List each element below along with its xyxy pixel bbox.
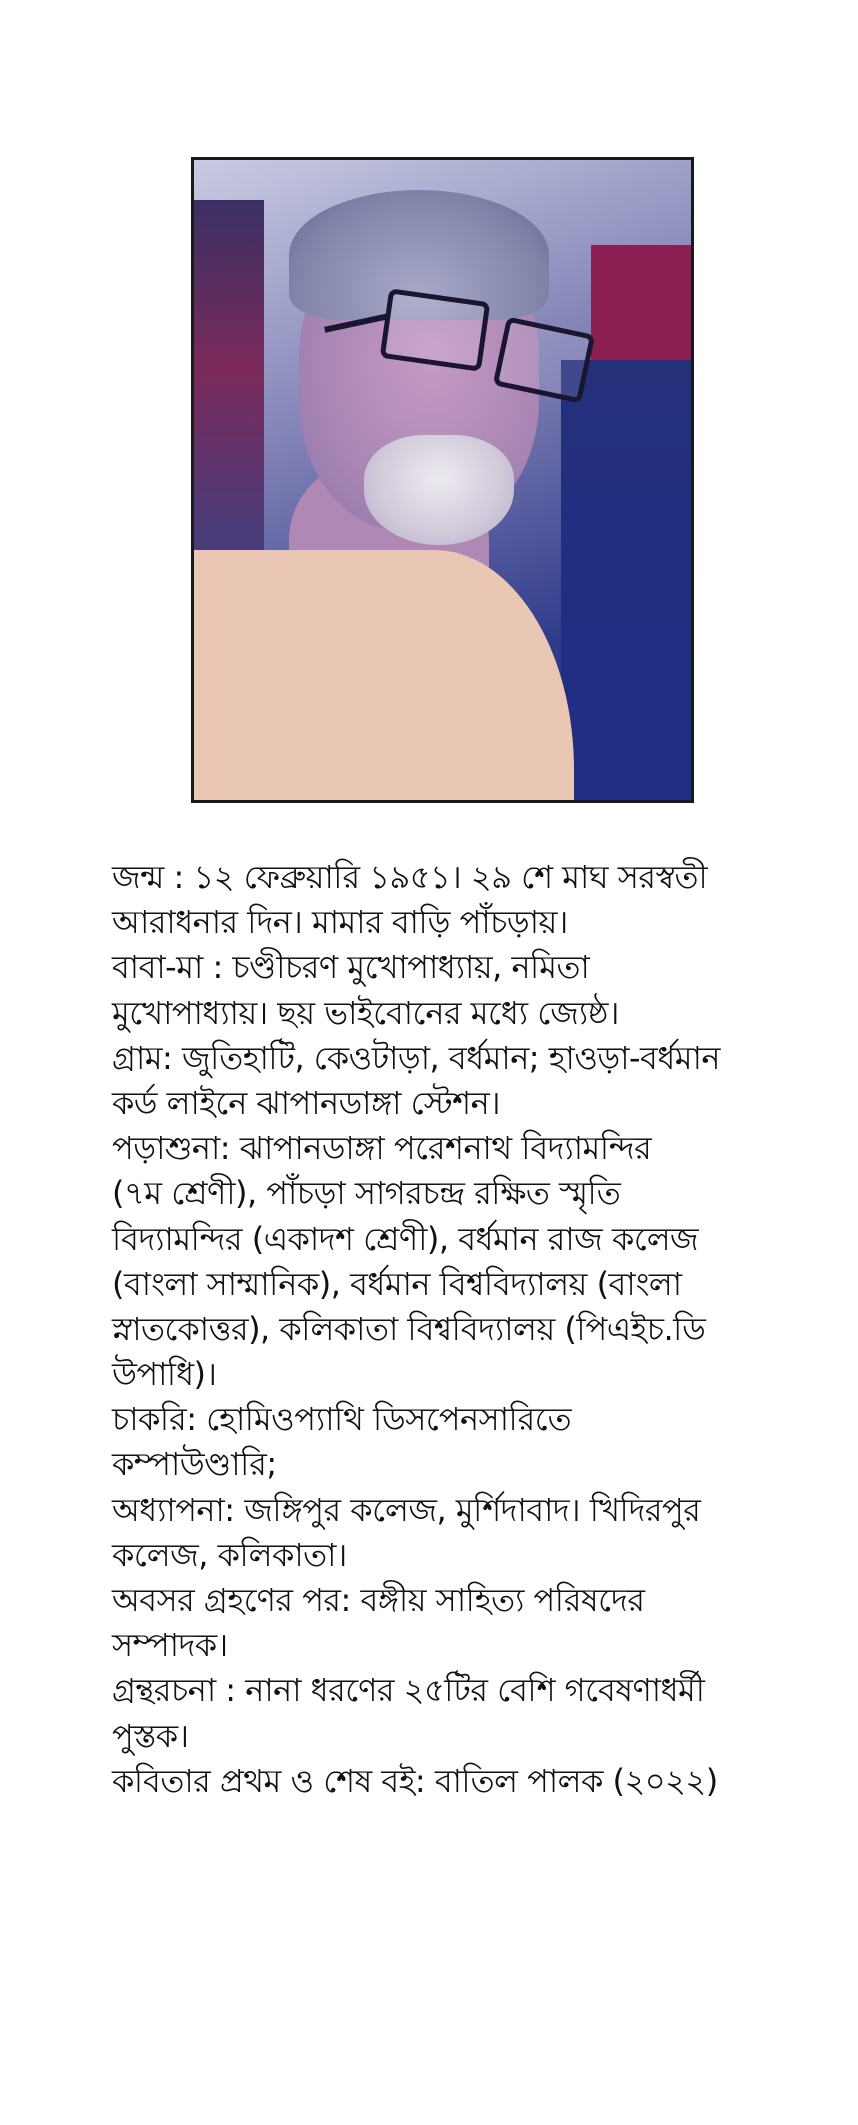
bio-line-education-5: স্নাতকোত্তর), কলিকাতা বিশ্ববিদ্যালয় (পিএইচ.ডি — [112, 1309, 706, 1348]
biography-text — [112, 855, 832, 1804]
glasses-icon — [324, 295, 564, 365]
bio-line-education-6: উপাধি)। — [112, 1355, 217, 1394]
bio-line-education: পড়াশুনা: ঝাপানডাঙ্গা পরেশনাথ বিদ্যামন্দির — [112, 1129, 652, 1168]
bio-line-retirement: অবসর গ্রহণের পর: বঙ্গীয় সাহিত্য পরিষদের — [112, 1581, 645, 1619]
bio-line-teaching-cont: কলেজ, কলিকাতা। — [112, 1535, 347, 1574]
bio-line-books-cont: পুস্তক। — [112, 1716, 189, 1755]
portrait-photo — [191, 157, 694, 803]
bio-line-birth-cont: আরাধনার দিন। মামার বাড়ি পাঁচড়ায়। — [112, 903, 568, 942]
photo-shirt — [194, 550, 574, 800]
bio-line-village: গ্রাম: জুতিহাটি, কেওটাড়া, বর্ধমান; হাওড়া-বর্ধমান — [112, 1038, 720, 1077]
bio-line-village-cont: কর্ড লাইনে ঝাপানডাঙ্গা স্টেশন। — [112, 1083, 501, 1122]
bio-line-job: চাকরি: হোমিওপ্যাথি ডিসপেনসারিতে — [112, 1400, 572, 1439]
bio-line-parents-cont: মুখোপাধ্যায়। ছয় ভাইবোনের মধ্যে জ্যেষ্ঠ। — [112, 993, 619, 1032]
bio-line-education-2: (৭ম শ্রেণী), পাঁচড়া সাগরচন্দ্র রক্ষিত স্মৃতি — [112, 1174, 621, 1213]
bio-line-parents: বাবা-মা : চণ্ডীচরণ মুখোপাধ্যায়, নমিতা — [112, 948, 590, 987]
photo-background-right — [591, 245, 691, 365]
bio-line-job-cont: কম্পাউণ্ডারি; — [112, 1445, 277, 1484]
bio-line-education-3: বিদ্যামন্দির (একাদশ শ্রেণী), বর্ধমান রাজ কলেজ — [112, 1219, 699, 1258]
bio-line-retirement-cont: সম্পাদক। — [112, 1626, 228, 1665]
bio-line-books: গ্রন্থরচনা : নানা ধরণের ২৫টির বেশি গবেষণাধর্মী — [112, 1671, 705, 1710]
bio-line-poetry: কবিতার প্রথম ও শেষ বই: বাতিল পালক (২০২২) — [112, 1761, 718, 1800]
photo-beard — [364, 435, 514, 545]
bio-line-teaching: অধ্যাপনা: জঙ্গিপুর কলেজ, মুর্শিদাবাদ। খিদিরপুর — [112, 1490, 701, 1529]
photo-background-dark — [561, 360, 691, 800]
bio-line-birth: জন্ম : ১২ ফেব্রুয়ারি ১৯৫১। ২৯ শে মাঘ সরস্বতী — [112, 858, 708, 896]
bio-line-education-4: (বাংলা সাম্মানিক), বর্ধমান বিশ্ববিদ্যালয় (বাংলা — [112, 1264, 682, 1303]
